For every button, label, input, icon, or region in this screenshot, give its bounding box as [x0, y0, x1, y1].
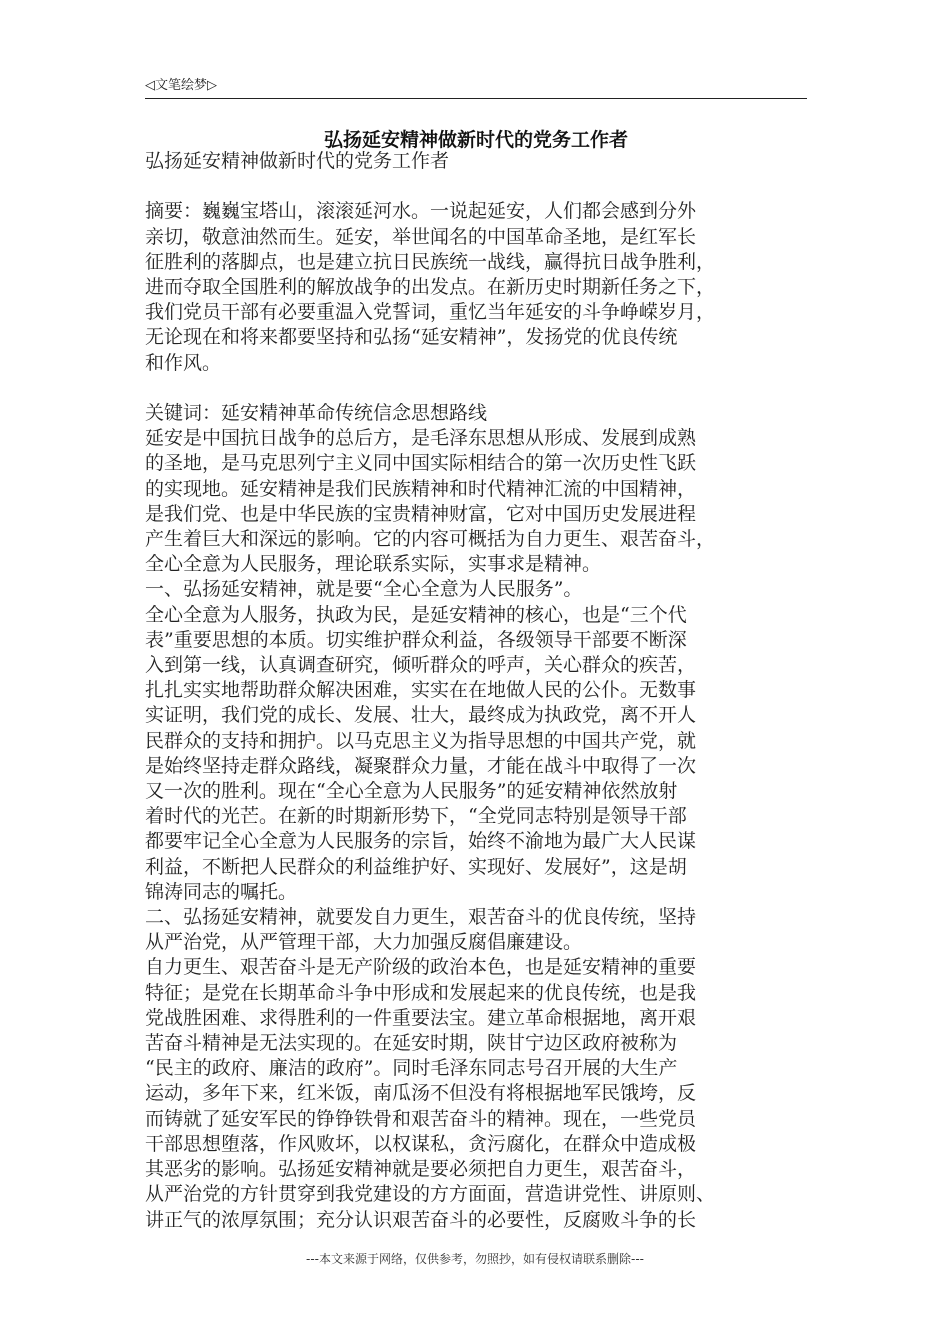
text-line: 和作风。 — [145, 351, 222, 374]
header-text: ◁文笔绘梦▷ — [145, 78, 217, 93]
text-line: 自力更生、艰苦奋斗是无产阶级的政治本色，也是延安精神的重要 — [145, 956, 697, 979]
text-line: 延安是中国抗日战争的总后方，是毛泽东思想从形成、发展到成熟 — [145, 427, 697, 450]
text-line: 的实现地。延安精神是我们民族精神和时代精神汇流的中国精神， — [145, 477, 697, 500]
text-line: 弘扬延安精神做新时代的党务工作者 — [145, 150, 450, 172]
text-line: 表”重要思想的本质。切实维护群众利益，各级领导干部要不断深 — [145, 628, 687, 651]
page-header — [145, 72, 807, 99]
text-line: 党战胜困难、求得胜利的一件重要法宝。建立革命根据地，离开艰 — [145, 1006, 697, 1029]
text-line: 锦涛同志的嘱托。 — [145, 880, 298, 903]
text-line: 特征；是党在长期革命斗争中形成和发展起来的优良传统，也是我 — [145, 981, 697, 1004]
text-line: 摘要：巍巍宝塔山，滚滚延河水。一说起延安，人们都会感到分外 — [145, 200, 697, 223]
text-line: 实证明，我们党的成长、发展、壮大，最终成为执政党，离不开人 — [145, 704, 697, 727]
text-line: 从严治党，从严管理干部，大力加强反腐倡廉建设。 — [145, 931, 583, 954]
text-line: 产生着巨大和深远的影响。它的内容可概括为自力更生、艰苦奋斗， — [145, 528, 716, 551]
text-line: 而铸就了延安军民的铮铮铁骨和艰苦奋斗的精神。现在，一些党员 — [145, 1107, 697, 1130]
text-line: 运动，多年下来，红米饭，南瓜汤不但没有将根据地军民饿垮，反 — [145, 1082, 697, 1105]
text-line: 一、弘扬延安精神，就是要“全心全意为人民服务”。 — [145, 578, 583, 601]
text-line: 苦奋斗精神是无法实现的。在延安时期，陕甘宁边区政府被称为 — [145, 1032, 678, 1055]
text-line: 民群众的支持和拥护。以马克思主义为指导思想的中国共产党，就 — [145, 729, 697, 752]
text-line: 入到第一线，认真调查研究，倾听群众的呼声，关心群众的疾苦， — [145, 654, 697, 677]
text-line: 从严治党的方针贯穿到我党建设的方方面面，营造讲党性、讲原则、 — [145, 1183, 716, 1206]
document-title: 弘扬延安精神做新时代的党务工作者 — [323, 129, 628, 151]
document-body — [145, 149, 807, 1233]
text-line: 全心全意为人民服务，理论联系实际，实事求是精神。 — [145, 553, 602, 576]
text-line: 利益，不断把人民群众的利益维护好、实现好、发展好”，这是胡 — [145, 855, 687, 878]
text-line: 又一次的胜利。现在“全心全意为人民服务”的延安精神依然放射 — [145, 780, 678, 803]
text-line: 都要牢记全心全意为人民服务的宗旨，始终不渝地为最广大人民谋 — [145, 830, 697, 853]
text-line — [145, 376, 807, 401]
text-line: 其恶劣的影响。弘扬延安精神就是要必须把自力更生，艰苦奋斗， — [145, 1158, 697, 1181]
text-line: 干部思想堕落，作风败坏，以权谋私，贪污腐化，在群众中造成极 — [145, 1132, 697, 1155]
text-line: 进而夺取全国胜利的解放战争的出发点。在新历史时期新任务之下， — [145, 276, 716, 298]
text-line: 二、弘扬延安精神，就要发自力更生，艰苦奋斗的优良传统，坚持 — [145, 906, 697, 929]
text-line: 讲正气的浓厚氛围；充分认识艰苦奋斗的必要性，反腐败斗争的长 — [145, 1208, 697, 1231]
text-line: 亲切，敬意油然而生。延安，举世闻名的中国革命圣地，是红军长 — [145, 225, 697, 248]
text-line: 征胜利的落脚点，也是建立抗日民族统一战线，赢得抗日战争胜利， — [145, 250, 716, 273]
text-line: 无论现在和将来都要坚持和弘扬“延安精神”，发扬党的优良传统 — [145, 326, 678, 349]
text-line: 的圣地，是马克思列宁主义同中国实际相结合的第一次历史性飞跃 — [145, 452, 697, 475]
text-line: 我们党员干部有必要重温入党誓词，重忆当年延安的斗争峥嵘岁月， — [145, 301, 716, 324]
text-line: 是始终坚持走群众路线，凝聚群众力量，才能在战斗中取得了一次 — [145, 754, 697, 777]
text-line: 是我们党、也是中华民族的宝贵精神财富，它对中国历史发展进程 — [145, 502, 697, 525]
text-line: 扎扎实实地帮助群众解决困难，实实在在地做人民的公仆。无数事 — [145, 679, 697, 702]
text-line: 关键词：延安精神革命传统信念思想路线 — [145, 402, 488, 424]
text-line: 着时代的光芒。在新的时期新形势下，“全党同志特别是领导干部 — [145, 805, 687, 828]
text-line: “民主的政府、廉洁的政府”。同时毛泽东同志号召开展的大生产 — [145, 1057, 678, 1080]
text-line — [145, 174, 807, 199]
text-line: 全心全意为人服务，执政为民，是延安精神的核心，也是“三个代 — [145, 603, 687, 626]
footer-disclaimer: ---本文来源于网络，仅供参考，勿照抄，如有侵权请联系删除--- — [306, 1252, 644, 1266]
